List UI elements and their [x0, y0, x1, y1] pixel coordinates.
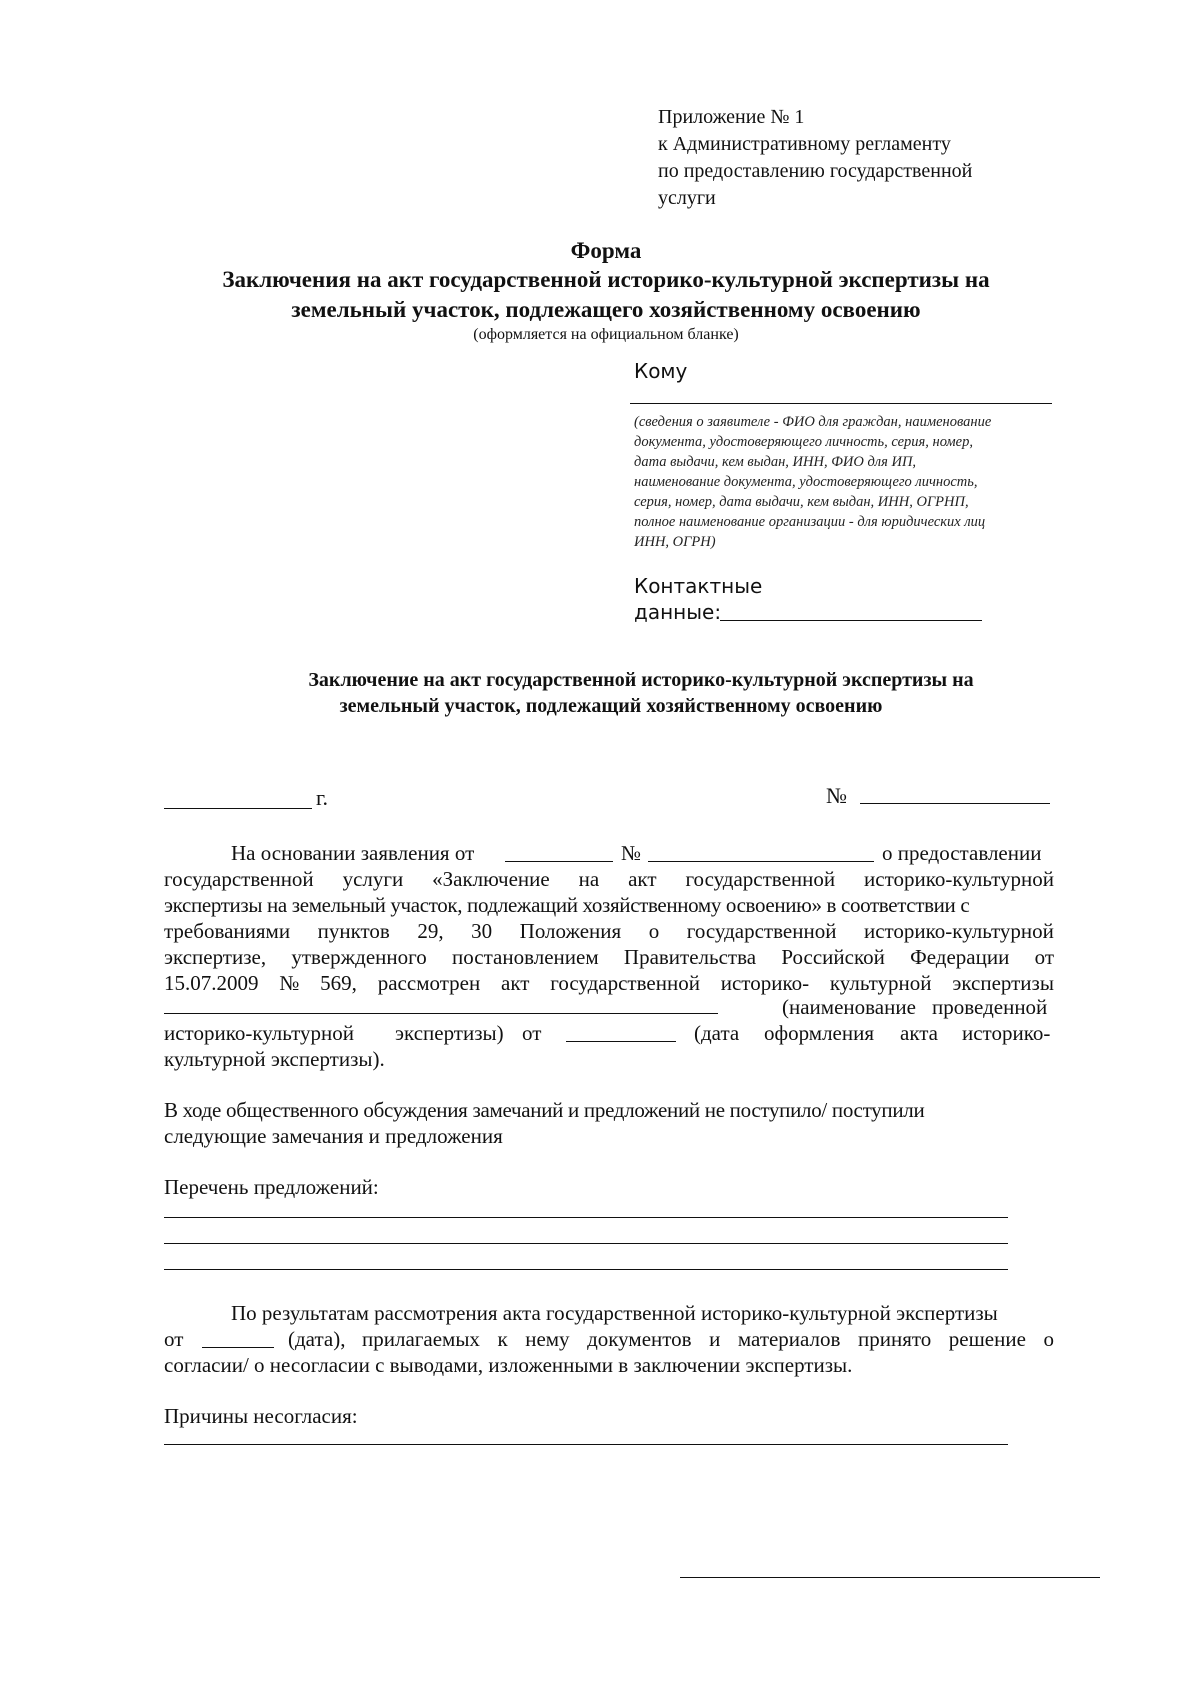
word: государственной [550, 971, 700, 995]
word: рассмотрен [377, 971, 481, 995]
note-line: серия, номер, дата выдачи, кем выдан, ИНН, ОГРНП, [634, 494, 969, 510]
appendix-line: к Административному регламенту [658, 133, 951, 155]
word: к [497, 1327, 508, 1351]
p1-line8-b: экспертизы) [395, 1021, 504, 1045]
year-suffix: г. [316, 785, 329, 810]
word: от [1034, 945, 1054, 969]
signature-line[interactable] [680, 1577, 1100, 1578]
number-field[interactable] [860, 803, 1050, 804]
p1-line7-a: (наименование [782, 995, 916, 1019]
word: нему [525, 1327, 570, 1351]
proposal-line-3[interactable] [164, 1269, 1008, 1270]
note-line: дата выдачи, кем выдан, ИНН, ФИО для ИП, [634, 454, 917, 470]
word: историко- [720, 971, 810, 995]
word: и [709, 1327, 721, 1351]
expertise-name-field[interactable] [164, 1013, 718, 1014]
recipient-line [630, 403, 1052, 404]
p1-line8-g: историко- [962, 1021, 1051, 1045]
date-field[interactable] [164, 808, 312, 809]
p1-line8-c: от [522, 1021, 542, 1045]
p1-line1-c: о предоставлении [882, 841, 1042, 865]
word: на [578, 867, 600, 891]
word: 569, [320, 971, 357, 995]
disagreement-line[interactable] [164, 1444, 1008, 1445]
p2-line2: следующие замечания и предложения [164, 1124, 503, 1148]
form-title-line1: Заключения на акт государственной историко-культурной экспертизы на [222, 267, 990, 292]
p3-line2-rest [362, 1326, 1054, 1353]
word: 29, [417, 919, 444, 943]
word: утвержденного [291, 945, 427, 969]
p1-line4 [164, 918, 1054, 945]
word: экспертизы [952, 971, 1054, 995]
p3-line2-b: (дата), [288, 1327, 346, 1351]
contacts-label-2: данные: [634, 600, 722, 624]
p1-line9: культурной экспертизы). [164, 1047, 385, 1071]
p1-line8-d: (дата [694, 1021, 740, 1045]
application-number-field[interactable] [648, 861, 874, 862]
form-title-note: (оформляется на официальном бланке) [473, 326, 739, 343]
word: государственной [686, 919, 837, 943]
note-line: (сведения о заявителе - ФИО для граждан, наименование [634, 414, 992, 430]
p1-line7-b: проведенной [932, 995, 1048, 1019]
word: культурной [829, 971, 932, 995]
p1-line5 [164, 944, 1054, 971]
conclusion-title-line1: Заключение на акт государственной историко-культурной экспертизы на [308, 669, 974, 691]
word: прилагаемых [362, 1327, 480, 1351]
word: Федерации [910, 945, 1010, 969]
proposals-label: Перечень предложений: [164, 1175, 379, 1199]
word: акт [501, 971, 530, 995]
word: «Заключение [432, 867, 550, 891]
word: историко-культурной [864, 867, 1054, 891]
word: историко-культурной [863, 919, 1054, 943]
p1-line2 [164, 866, 1054, 893]
p1-line1-a: На основании заявления от [231, 841, 475, 865]
note-line: полное наименование организации - для юридических лиц [634, 514, 986, 530]
word: № [279, 971, 300, 995]
word: требованиями [164, 919, 291, 943]
contacts-field[interactable] [720, 620, 982, 621]
contacts-label-1: Контактные [634, 574, 763, 598]
word: материалов [737, 1327, 841, 1351]
word: государственной [685, 867, 836, 891]
p1-line8-f: акта [900, 1021, 939, 1045]
application-date-field[interactable] [505, 861, 613, 862]
number-sign: № [826, 783, 847, 808]
word: государственной [164, 867, 314, 891]
appendix-line: услуги [658, 187, 716, 209]
p1-line1-b: № [621, 841, 642, 865]
note-line: документа, удостоверяющего личность, серия, номер, [634, 434, 973, 450]
review-date-field[interactable] [202, 1347, 274, 1348]
act-date-field[interactable] [566, 1041, 676, 1042]
p2-line1: В ходе общественного обсуждения замечаний и предложений не поступило/ поступили [164, 1098, 925, 1122]
word: принято [857, 1327, 932, 1351]
conclusion-title-line2: земельный участок, подлежащий хозяйственному освоению [339, 695, 883, 717]
word: о [1043, 1327, 1054, 1351]
appendix-line: Приложение № 1 [658, 106, 805, 128]
word: услуги [342, 867, 404, 891]
disagreement-label: Причины несогласия: [164, 1404, 358, 1428]
p1-line6 [164, 970, 1054, 997]
p1-line3: экспертизы на земельный участок, подлежащий хозяйственному освоению» в соответствии с [164, 893, 970, 917]
word: Положения [519, 919, 622, 943]
proposal-line-1[interactable] [164, 1217, 1008, 1218]
proposal-line-2[interactable] [164, 1243, 1008, 1244]
p1-line8-e: оформления [764, 1021, 875, 1045]
p3-line2-a: от [164, 1327, 184, 1351]
form-word: Форма [570, 238, 642, 263]
word: экспертизе, [164, 945, 267, 969]
word: 30 [471, 919, 493, 943]
word: постановлением [452, 945, 599, 969]
word: 15.07.2009 [164, 971, 259, 995]
word: Правительства [623, 945, 757, 969]
form-title-line2: земельный участок, подлежащего хозяйственному освоению [291, 297, 921, 322]
appendix-header [658, 104, 972, 212]
word: о [648, 919, 660, 943]
word: документов [587, 1327, 692, 1351]
p3-line3: согласии/ о несогласии с выводами, изложенными в заключении экспертизы. [164, 1353, 853, 1377]
appendix-line: по предоставлению государственной [658, 160, 973, 182]
word: Российской [781, 945, 885, 969]
word: решение [948, 1327, 1026, 1351]
note-line: ИНН, ОГРН) [634, 534, 716, 550]
p1-line8-a: историко-культурной [164, 1021, 354, 1045]
word: акт [628, 867, 657, 891]
note-line: наименование документа, удостоверяющего личность, [634, 474, 978, 490]
to-label: Кому [634, 359, 688, 383]
recipient-details-note [634, 412, 991, 552]
p3-line1: По результатам рассмотрения акта государственной историко-культурной экспертизы [231, 1301, 998, 1325]
word: пунктов [317, 919, 390, 943]
